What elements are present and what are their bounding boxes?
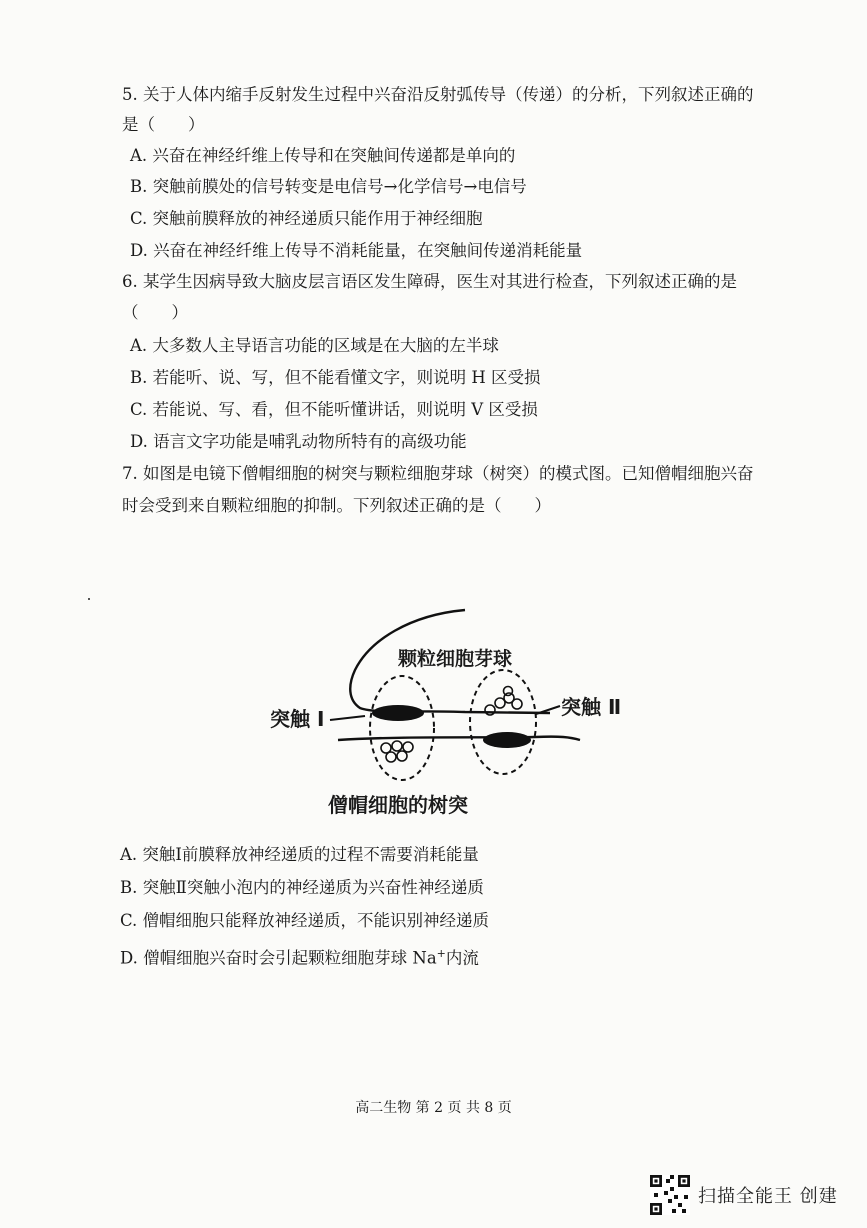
q6-option-a: A. 大多数人主导语言功能的区域是在大脑的左半球: [130, 336, 499, 355]
q5-option-a: A. 兴奋在神经纤维上传导和在突触间传递都是单向的: [130, 146, 516, 165]
synapse2-vesicles: [485, 687, 522, 716]
watermark-text: 扫描全能王 创建: [698, 1186, 838, 1207]
q7-option-d: [120, 942, 479, 971]
scanner-watermark: [650, 1173, 850, 1217]
q7-option-d-tail: 内流: [445, 948, 479, 968]
q7-option-d-sup: +: [436, 947, 446, 960]
page-footer: 高二生物 第 2 页 共 8 页: [355, 1100, 512, 1116]
q5-option-b: B. 突触前膜处的信号转变是电信号→化学信号→电信号: [130, 177, 527, 196]
label-mitral-dendrite: 僧帽细胞的树突: [328, 793, 468, 817]
label-synapse-2: 突触 Ⅱ: [561, 695, 622, 719]
q7-option-a: A. 突触Ⅰ前膜释放神经递质的过程不需要消耗能量: [120, 845, 479, 864]
scan-speck: [88, 598, 90, 600]
qr-code-icon: [650, 1175, 690, 1215]
synapse2-circle: [470, 670, 536, 774]
label-granule-bud: 颗粒细胞芽球: [398, 648, 513, 670]
q7-option-c: C. 僧帽细胞只能释放神经递质，不能识别神经递质: [120, 911, 490, 930]
q7-option-b: B. 突触Ⅱ突触小泡内的神经递质为兴奋性神经递质: [120, 878, 484, 897]
synapse1-pointer: [330, 716, 365, 720]
synapse1-membrane: [372, 705, 424, 721]
mitral-dendrite-line: [338, 737, 580, 740]
q7-stem-line2: 时会受到来自颗粒细胞的抑制。下列叙述正确的是（ ）: [122, 496, 551, 515]
q5-stem-line2: 是（ ）: [122, 115, 205, 134]
q6-option-d: D. 语言文字功能是哺乳动物所特有的高级功能: [130, 432, 467, 451]
q6-stem-line2: （ ）: [122, 303, 188, 322]
synapse1-circle: [370, 676, 434, 780]
q7-stem-line1: 7. 如图是电镜下僧帽细胞的树突与颗粒细胞芽球（树突）的模式图。已知僧帽细胞兴奋: [122, 464, 754, 483]
q6-option-c: C. 若能说、写、看，但不能听懂讲话，则说明 V 区受损: [130, 400, 538, 419]
q5-option-d: D. 兴奋在神经纤维上传导不消耗能量，在突触间传递消耗能量: [130, 241, 583, 260]
q6-stem-line1: 6. 某学生因病导致大脑皮层言语区发生障碍，医生对其进行检查，下列叙述正确的是: [122, 272, 737, 291]
synapse1-vesicles: [381, 741, 413, 762]
q5-option-c: C. 突触前膜释放的神经递质只能作用于神经细胞: [130, 209, 483, 228]
q6-option-b: B. 若能听、说、写，但不能看懂文字，则说明 H 区受损: [130, 368, 541, 387]
synapse2-membrane: [483, 732, 531, 748]
q7-option-d-main: D. 僧帽细胞兴奋时会引起颗粒细胞芽球 Na: [120, 948, 437, 968]
q5-stem-line1: 5. 关于人体内缩手反射发生过程中兴奋沿反射弧传导（传递）的分析，下列叙述正确的: [122, 85, 754, 104]
label-synapse-1: 突触 Ⅰ: [270, 707, 325, 731]
